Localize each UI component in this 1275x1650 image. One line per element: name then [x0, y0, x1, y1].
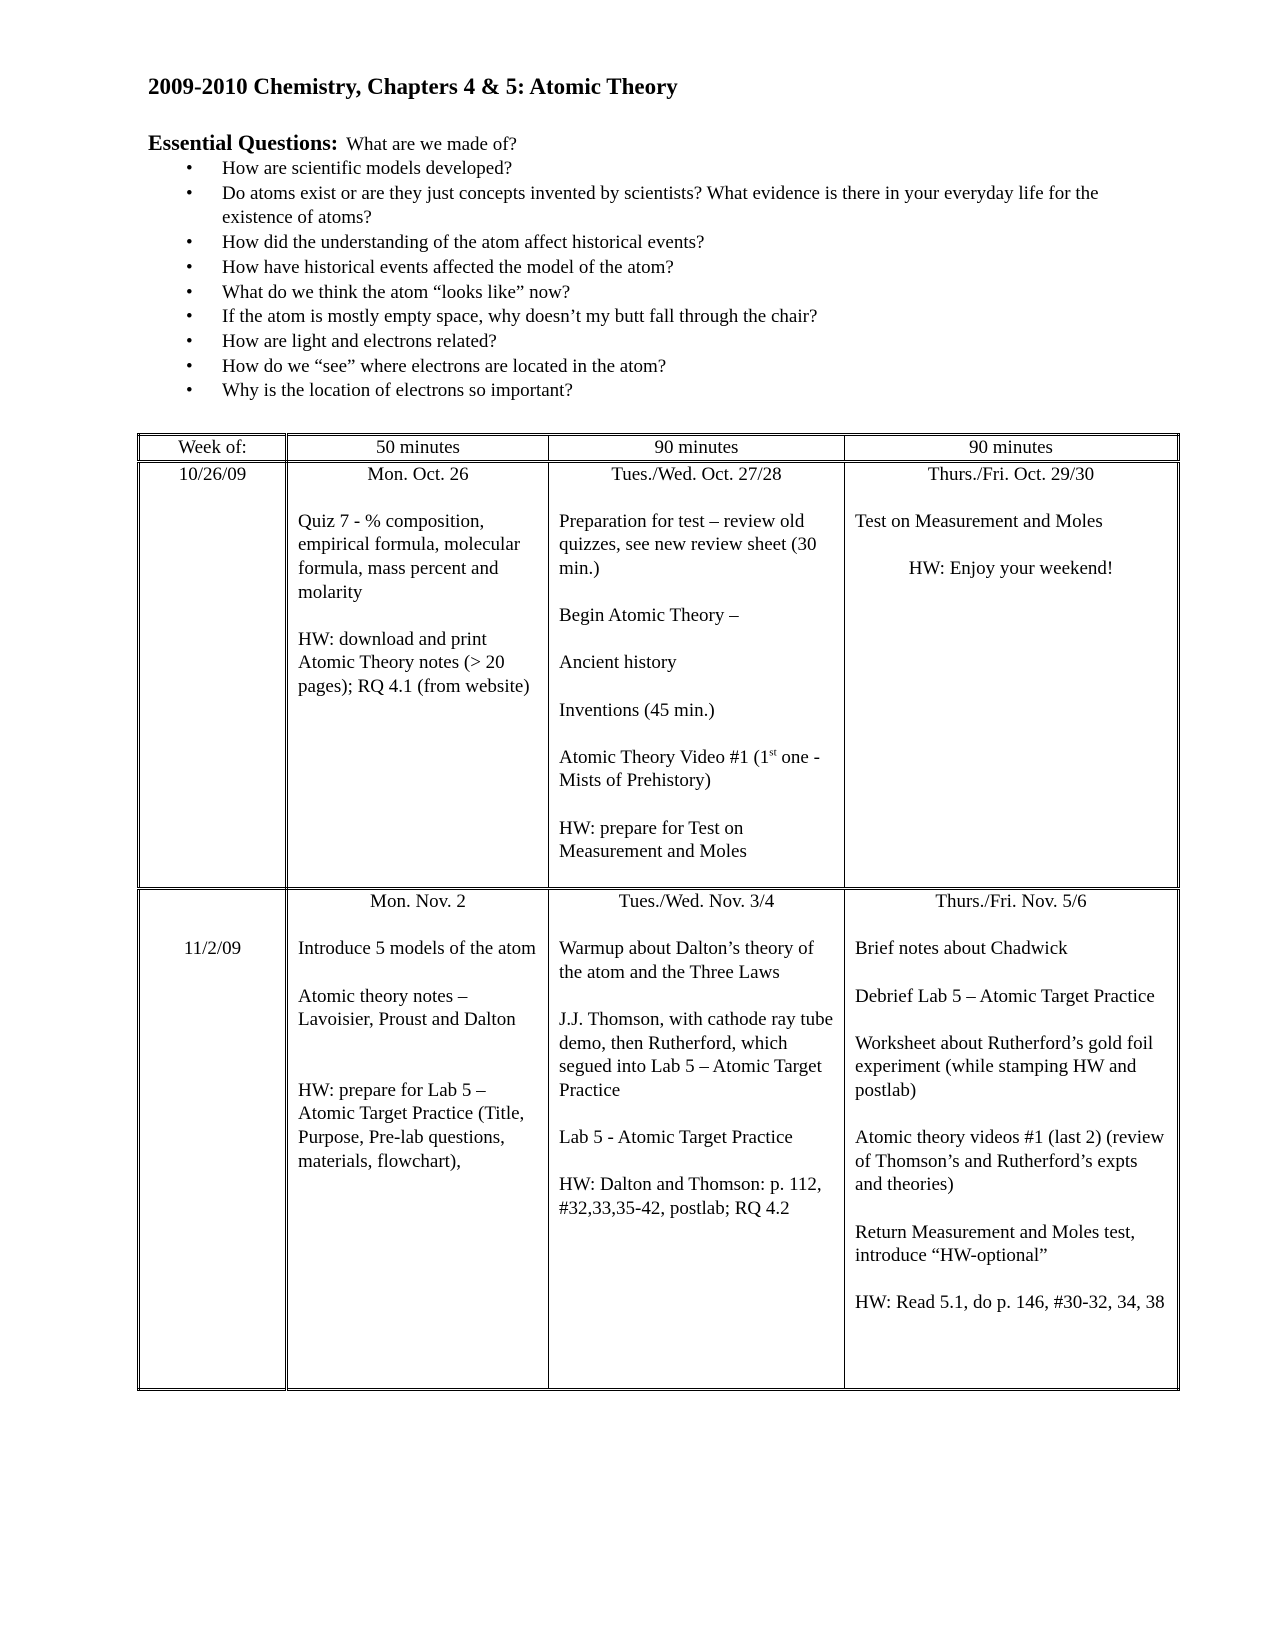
list-item — [148, 182, 1158, 231]
bullet-icon: • — [186, 306, 193, 328]
essential-questions-lead: What are we made of? — [346, 134, 517, 155]
cell-item: Brief notes about Chadwick — [855, 938, 1068, 960]
cell-item: Inventions (45 min.) — [559, 699, 715, 721]
page-title: 2009-2010 Chemistry, Chapters 4 & 5: Atomic Theory — [148, 74, 678, 99]
cell-item — [559, 746, 834, 793]
cell-item: Worksheet about Rutherford’s gold foil experiment (while stamping HW and postlab) — [855, 1032, 1154, 1102]
cell-item: HW: prepare for Test on Measurement and Moles — [559, 817, 747, 863]
cell-item: HW: Dalton and Thomson: p. 112, #32,33,35-42, postlab; RQ 4.2 — [559, 1174, 822, 1219]
week-date: 10/26/09 — [139, 461, 287, 889]
cell-item: Debrief Lab 5 – Atomic Target Practice — [855, 985, 1155, 1007]
table-cell — [845, 461, 1179, 889]
cell-item: Return Measurement and Moles test, introduce “HW-optional” — [855, 1221, 1136, 1267]
bullet-icon: • — [186, 256, 193, 278]
bullet-icon: • — [186, 158, 193, 179]
list-item — [148, 231, 1158, 256]
cell-item: HW: prepare for Lab 5 – Atomic Target Practice (Title, Purpose, Pre-lab questions, materials, flowchart), — [298, 1079, 525, 1172]
cell-item: Warmup about Dalton’s theory of the atom and the Three Laws — [559, 938, 814, 984]
day-label: Mon. Oct. 26 — [367, 463, 469, 485]
list-item — [148, 256, 1158, 281]
list-item — [148, 355, 1158, 380]
cell-item: HW: download and print Atomic Theory notes (> 20 pages); RQ 4.1 (from website) — [298, 628, 530, 697]
schedule-table — [137, 433, 1180, 1391]
table-cell — [549, 889, 845, 1390]
header-50-minutes: 50 minutes — [287, 435, 549, 462]
table-cell — [139, 889, 287, 1390]
table-cell — [845, 889, 1179, 1390]
list-item — [148, 281, 1158, 306]
table-cell — [287, 889, 549, 1390]
cell-item: HW: Read 5.1, do p. 146, #30-32, 34, 38 — [855, 1292, 1165, 1314]
superscript: st — [769, 746, 777, 759]
list-item — [148, 157, 1158, 182]
cell-item: HW: Enjoy your weekend! — [908, 557, 1114, 579]
bullet-icon: • — [186, 232, 193, 254]
question-text: How did the understanding of the atom affect historical events? — [222, 232, 705, 254]
list-item — [148, 379, 1158, 404]
question-text: How are scientific models developed? — [222, 158, 513, 179]
question-text: How are light and electrons related? — [222, 330, 497, 352]
cell-item: Preparation for test – review old quizzes, see new review sheet (30 min.) — [559, 510, 817, 579]
essential-questions-list — [148, 157, 1158, 404]
cell-item: Atomic theory notes – Lavoisier, Proust and Dalton — [298, 985, 516, 1031]
question-text: Why is the location of electrons so important? — [222, 380, 573, 402]
day-label: Tues./Wed. Nov. 3/4 — [618, 891, 775, 913]
table-row — [139, 461, 1179, 889]
question-text: Do atoms exist or are they just concepts invented by scientists? What evidence is there in your everyday life for the existence of atoms? — [222, 182, 1099, 229]
header-week-of: Week of: — [139, 435, 287, 462]
bullet-icon: • — [186, 355, 193, 377]
day-label: Mon. Nov. 2 — [370, 891, 466, 913]
essential-questions — [148, 131, 1158, 404]
header-90-minutes: 90 minutes — [549, 435, 845, 462]
table-row — [139, 889, 1179, 1390]
bullet-icon: • — [186, 281, 193, 303]
question-text: How do we “see” where electrons are located in the atom? — [222, 355, 667, 377]
cell-item: Test on Measurement and Moles — [855, 510, 1103, 532]
cell-item: Atomic theory videos #1 (last 2) (review of Thomson’s and Rutherford’s expts and theories) — [855, 1127, 1165, 1196]
day-label: Thurs./Fri. Oct. 29/30 — [927, 463, 1095, 485]
cell-item: Begin Atomic Theory – — [559, 605, 739, 627]
video-text: Atomic Theory Video #1 (1 — [559, 746, 770, 768]
video-text-tail: one - Mists of Prehistory) — [559, 746, 820, 792]
question-text: What do we think the atom “looks like” now? — [222, 281, 571, 303]
question-text: How have historical events affected the model of the atom? — [222, 256, 674, 278]
table-header-row — [139, 435, 1179, 462]
list-item — [148, 305, 1158, 330]
question-text: If the atom is mostly empty space, why doesn’t my butt fall through the chair? — [222, 306, 818, 328]
week-date: 11/2/09 — [183, 938, 242, 960]
day-label: Thurs./Fri. Nov. 5/6 — [935, 891, 1087, 913]
day-label: Tues./Wed. Oct. 27/28 — [611, 463, 782, 485]
bullet-icon: • — [186, 380, 193, 402]
cell-item: Lab 5 - Atomic Target Practice — [559, 1127, 793, 1149]
bullet-icon: • — [186, 330, 193, 352]
table-cell — [549, 461, 845, 889]
list-item — [148, 330, 1158, 355]
header-90-minutes: 90 minutes — [845, 435, 1179, 462]
cell-item: Quiz 7 - % composition, empirical formula, molecular formula, mass percent and molarity — [298, 510, 521, 603]
cell-item: Introduce 5 models of the atom — [298, 938, 536, 960]
cell-item: J.J. Thomson, with cathode ray tube demo, then Rutherford, which segued into Lab 5 – Atomic Target Practice — [559, 1009, 834, 1102]
table-cell — [287, 461, 549, 889]
essential-questions-label: Essential Questions: — [148, 130, 339, 155]
essential-questions-heading — [148, 131, 1158, 157]
bullet-icon: • — [186, 182, 193, 204]
cell-item: Ancient history — [559, 652, 677, 674]
